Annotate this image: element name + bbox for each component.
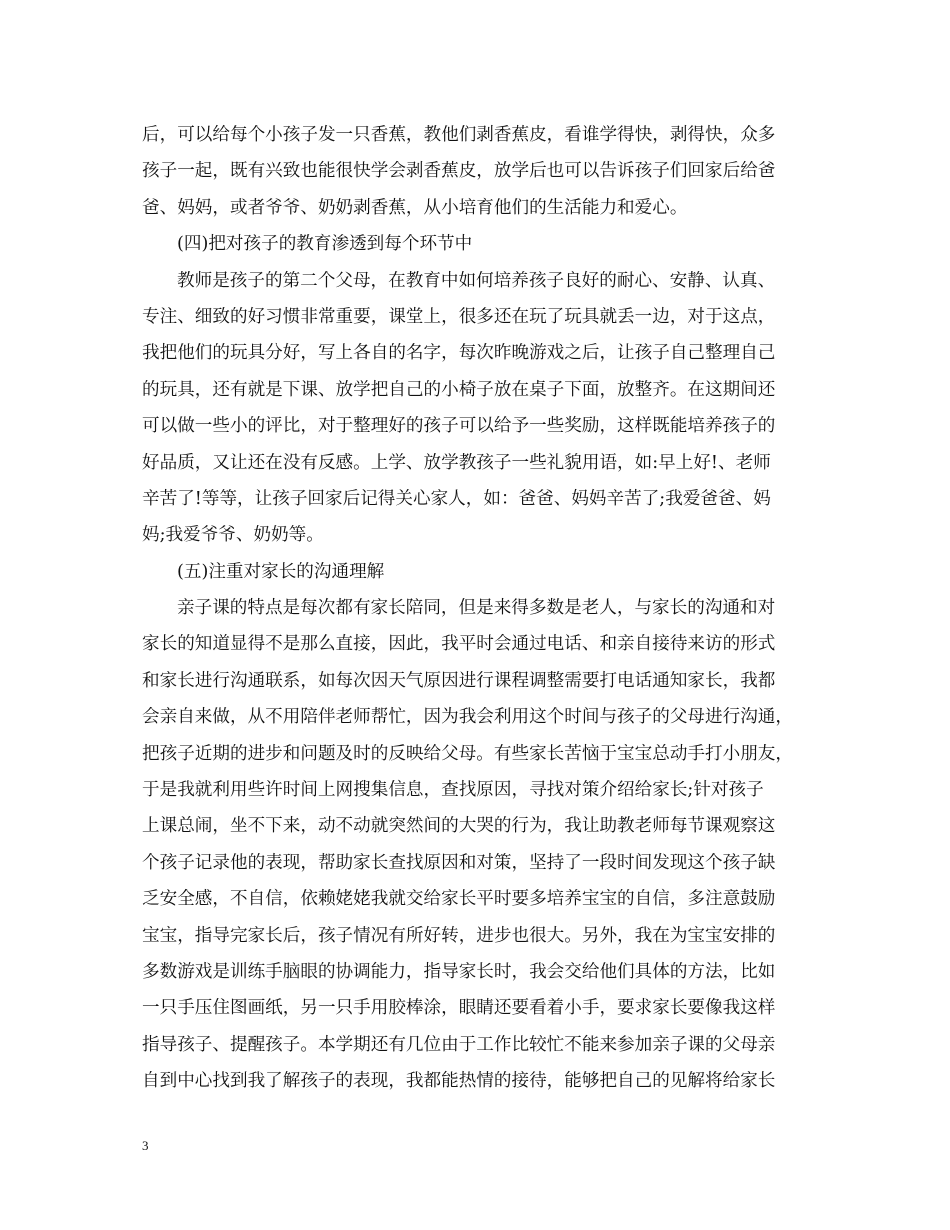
paragraph-start: 教师是孩子的第二个父母，在教育中如何培养孩子良好的耐心、安静、认真、	[177, 270, 776, 291]
section-heading: (四)把对孩子的教育渗透到每个环节中	[177, 234, 473, 255]
page-number: 3	[142, 1138, 149, 1153]
text-line: 和家长进行沟通联系，如每次因天气原因进行课程调整需要打电话通知家长，我都	[142, 670, 776, 691]
text-line: 上课总闹，坐不下来，动不动就突然间的大哭的行为，我让助教老师每节课观察这	[142, 816, 776, 837]
text-line: 一只手压住图画纸，另一只手用胶棒涂，眼睛还要看着小手，要求家长要像我这样	[142, 998, 776, 1019]
text-line: 把孩子近期的进步和问题及时的反映给父母。有些家长苦恼于宝宝总动手打小朋友，	[142, 743, 793, 764]
text-line: 爸、妈妈，或者爷爷、奶奶剥香蕉，从小培育他们的生活能力和爱心。	[142, 197, 688, 218]
body-text	[142, 117, 820, 1100]
text-line: 宝宝，指导完家长后，孩子情况有所好转，进步也很大。另外，我在为宝宝安排的	[142, 925, 776, 946]
text-line: 可以做一些小的评比，对于整理好的孩子可以给予一些奖励，这样既能培养孩子的	[142, 416, 776, 437]
text-line: 多数游戏是训练手脑眼的协调能力，指导家长时，我会交给他们具体的方法，比如	[142, 961, 776, 982]
text-line: 的玩具，还有就是下课、放学把自己的小椅子放在桌子下面，放整齐。在这期间还	[142, 379, 776, 400]
text-line: 家长的知道显得不是那么直接，因此，我平时会通过电话、和亲自接待来访的形式	[142, 634, 776, 655]
text-line: 乏安全感，不自信，依赖姥姥我就交给家长平时要多培养宝宝的自信，多注意鼓励	[142, 889, 776, 910]
text-line: 孩子一起，既有兴致也能很快学会剥香蕉皮，放学后也可以告诉孩子们回家后给爸	[142, 161, 776, 182]
text-line: 辛苦了!等等，让孩子回家后记得关心家人，如：爸爸、妈妈辛苦了;我爱爸爸、妈	[142, 488, 771, 509]
text-line: 妈;我爱爷爷、奶奶等。	[142, 525, 324, 546]
text-line: 会亲自来做，从不用陪伴老师帮忙，因为我会利用这个时间与孩子的父母进行沟通，	[142, 707, 793, 728]
text-line: 个孩子记录他的表现，帮助家长查找原因和对策，坚持了一段时间发现这个孩子缺	[142, 852, 776, 873]
text-line: 自到中心找到我了解孩子的表现，我都能热情的接待，能够把自己的见解将给家长	[142, 1071, 776, 1092]
text-line: 指导孩子、提醒孩子。本学期还有几位由于工作比较忙不能来参加亲子课的父母亲	[142, 1034, 776, 1055]
section-heading: (五)注重对家长的沟通理解	[177, 561, 385, 582]
text-line: 后，可以给每个小孩子发一只香蕉，教他们剥香蕉皮，看谁学得快，剥得快，众多	[142, 125, 776, 145]
text-line: 好品质，又让还在没有反感。上学、放学教孩子一些礼貌用语，如:早上好!、老师	[142, 452, 771, 473]
text-line: 于是我就利用些许时间上网搜集信息，查找原因，寻找对策介绍给家长;针对孩子	[142, 780, 764, 801]
paragraph-start: 亲子课的特点是每次都有家长陪同，但是来得多数是老人，与家长的沟通和对	[177, 598, 776, 619]
text-line: 我把他们的玩具分好，写上各自的名字，每次昨晚游戏之后，让孩子自己整理自己	[142, 343, 776, 364]
text-line: 专注、细致的好习惯非常重要，课堂上，很多还在玩了玩具就丢一边，对于这点，	[142, 306, 776, 327]
